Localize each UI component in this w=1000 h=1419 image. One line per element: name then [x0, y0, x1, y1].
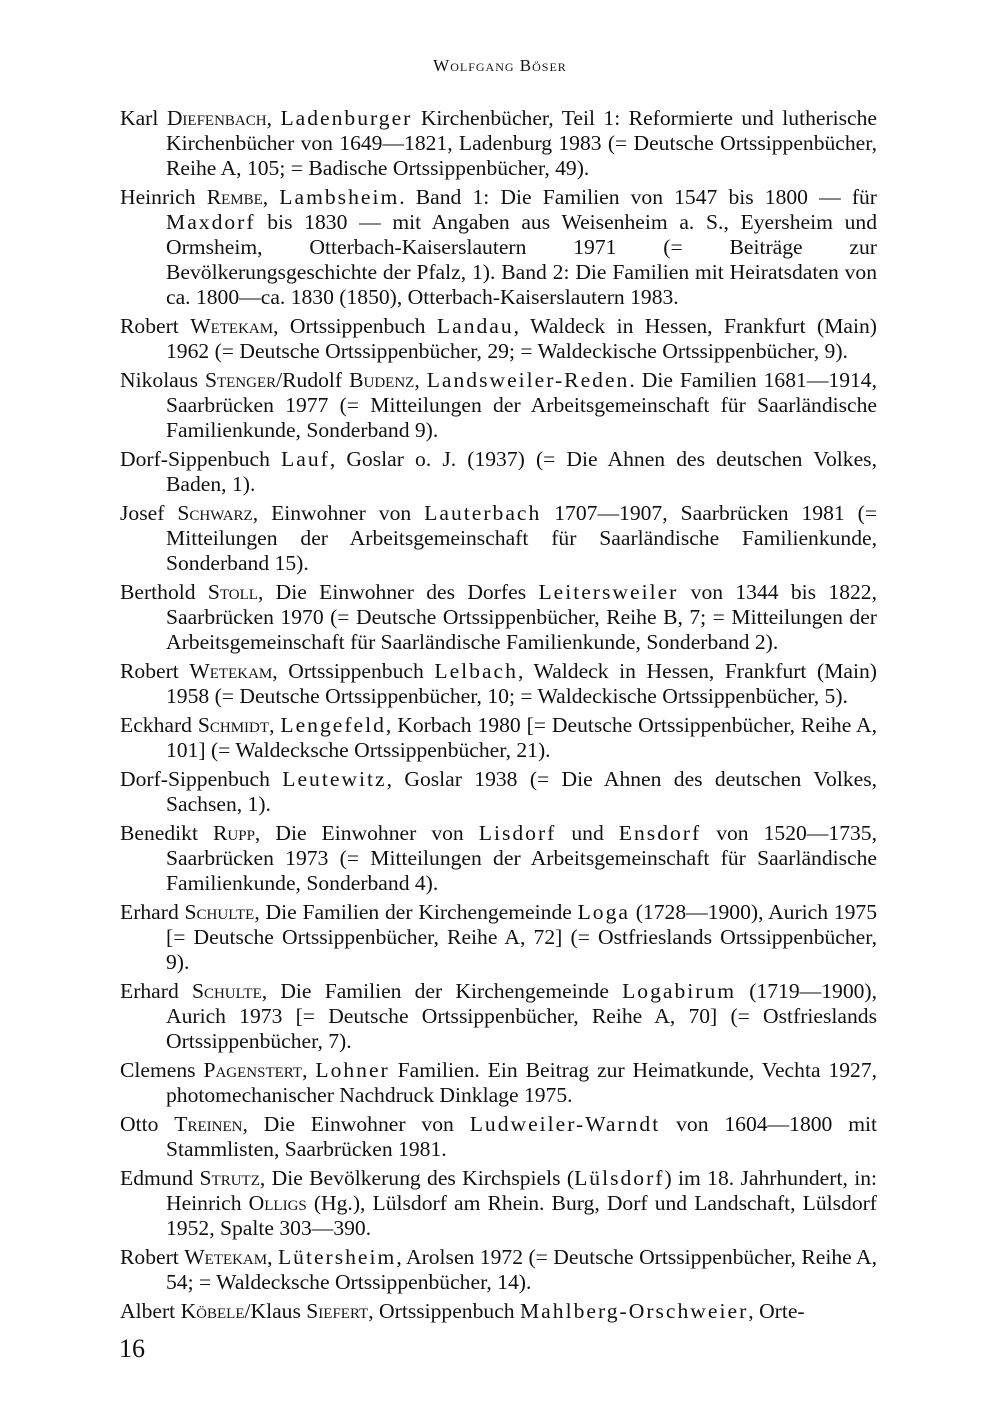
entry-text: , Goslar o. J. (1937) (= Die Ahnen des deutschen Volkes, Baden, 1).: [166, 447, 877, 496]
author-name: Rupp: [213, 821, 255, 845]
entry-text: Edmund: [120, 1166, 200, 1190]
entry-text: (1728—1900), Aurich 1975 [= Deutsche Ortssippenbücher, Reihe A, 72] (= Ostfrieslands Ortssippenbücher, 9).: [166, 900, 877, 974]
entry-text: , Arolsen 1972 (= Deutsche Ortssippenbücher, Reihe A, 54; = Waldecksche Ortssippenbücher, 14).: [166, 1245, 878, 1294]
entry-text: von 1520—1735, Saarbrücken 1973 (= Mitteilungen der Arbeitsgemeinschaft für Saarländische Familienkunde, Sonderband 4).: [166, 821, 877, 895]
place-name: Lohner: [315, 1058, 390, 1082]
bibliography-entry: [120, 501, 877, 576]
entry-text: ,: [302, 1058, 316, 1082]
entry-text: Erhard: [120, 979, 192, 1003]
page-number: 16: [119, 1334, 145, 1363]
entry-text: Erhard: [120, 900, 185, 924]
place-name: Mahlberg-Orschweier: [519, 1299, 749, 1323]
bibliography-entry: [120, 1299, 877, 1324]
running-head: Wolfgang Böser: [433, 56, 567, 75]
bibliography-entry: [120, 1112, 877, 1162]
place-name: Lauterbach: [424, 501, 542, 525]
entry-text: , Waldeck in Hessen, Frankfurt (Main) 1962 (= Deutsche Ortssippenbücher, 29; = Waldeckische Ortssippenbücher, 9).: [166, 314, 877, 363]
entry-text: Familien. Ein Beitrag zur Heimatkunde, Vechta 1927, photomechanischer Nachdruck Dinklage 1975.: [166, 1058, 878, 1107]
entry-text: 1707—1907, Saarbrücken 1981 (= Mitteilungen der Arbeitsgemeinschaft für Saarländische Familienkunde, Sonderband 15).: [166, 501, 878, 575]
bibliography-entry: [120, 1166, 877, 1241]
entry-text: (Hg.), Lülsdorf am Rhein. Burg, Dorf und Landschaft, Lülsdorf 1952, Spalte 303—390.: [166, 1191, 877, 1240]
place-name: Lülsdorf: [574, 1166, 665, 1190]
entry-text: von 1604—1800 mit Stammlisten, Saarbrücken 1981.: [166, 1112, 878, 1161]
entry-text: von 1344 bis 1822, Saarbrücken 1970 (= Deutsche Ortssippenbücher, Reihe B, 7; = Mitteilungen der Arbeitsgemeinschaft für Saarländische Familienkunde, Sonderband 2).: [166, 580, 877, 654]
bibliography-entry: [120, 821, 877, 896]
bibliography-entry: [120, 106, 877, 181]
place-name: Lengefeld: [280, 713, 386, 737]
place-name: Lütersheim: [277, 1245, 397, 1269]
entry-text: , Korbach 1980 [= Deutsche Ortssippenbücher, Reihe A, 101] (= Waldecksche Ortssippenbücher, 21).: [166, 713, 878, 762]
place-name: Logabirum: [622, 979, 737, 1003]
entry-text: Kirchenbücher, Teil 1: Reformierte und lutherische Kirchenbücher von 1649—1821, Ladenburg 1983 (= Deutsche Ortssippenbücher, Reihe A, 105; = Badische Ortssippenbücher, 49).: [166, 106, 878, 180]
place-name: Loga: [577, 900, 630, 924]
entry-text: Clemens: [120, 1058, 204, 1082]
place-name: Lauf: [281, 447, 330, 471]
entry-text: , Ortssippenbuch: [368, 1299, 520, 1323]
entry-text: ,: [269, 713, 281, 737]
entry-text: Otto: [120, 1112, 175, 1136]
entry-text: , Die Einwohner von: [254, 821, 479, 845]
author-name: Diefenbach: [166, 106, 267, 130]
author-name: Stenger: [204, 368, 277, 392]
place-name: Ladenburger: [280, 106, 413, 130]
entry-text: Albert: [120, 1299, 181, 1323]
entry-text: Josef: [120, 501, 178, 525]
author-name: Köbele: [180, 1299, 245, 1323]
place-name: Leitersweiler: [538, 580, 679, 604]
bibliography-entry: [120, 767, 877, 817]
entry-text: Heinrich: [120, 185, 207, 209]
entry-text: Robert: [120, 659, 190, 683]
entry-text: , Die Familien der Kirchengemeinde: [254, 900, 578, 924]
place-name: Lambsheim: [279, 185, 400, 209]
bibliography-list: [120, 106, 877, 1328]
entry-text: , Die Bevölkerung des Kirchspiels (: [259, 1166, 575, 1190]
entry-text: , Waldeck in Hessen, Frankfurt (Main) 1958 (= Deutsche Ortssippenbücher, 10; = Waldeckische Ortssippenbücher, 5).: [166, 659, 877, 708]
author-name: Schulte: [184, 900, 255, 924]
bibliography-entry: [120, 659, 877, 709]
bibliography-entry: [120, 979, 877, 1054]
entry-text: , Einwohner von: [252, 501, 425, 525]
place-name: Lisdorf: [478, 821, 557, 845]
entry-text: Karl: [120, 106, 167, 130]
entry-text: , Orte-: [748, 1299, 805, 1323]
bibliography-entry: [120, 713, 877, 763]
author-name: Olligs: [248, 1191, 307, 1215]
author-name: Pagenstert: [203, 1058, 303, 1082]
entry-text: , Ortssippenbuch: [273, 314, 437, 338]
entry-text: , Die Einwohner von: [242, 1112, 470, 1136]
entry-text: (1719—1900), Aurich 1973 [= Deutsche Ortssippenbücher, Reihe A, 70] (= Ostfrieslands Ortssippenbücher, 7).: [166, 979, 878, 1053]
bibliography-entry: [120, 1245, 877, 1295]
author-name: Stoll: [207, 580, 258, 604]
bibliography-entry: [120, 185, 877, 310]
author-name: Rembe: [206, 185, 263, 209]
author-name: Strutz: [199, 1166, 260, 1190]
entry-text: /Klaus: [244, 1299, 307, 1323]
author-name: Wetekam: [190, 314, 274, 338]
place-name: Ensdorf: [618, 821, 702, 845]
place-name: Landau: [436, 314, 514, 338]
entry-text: Dorf-Sippenbuch: [120, 447, 282, 471]
place-name: Ludweiler-Warndt: [469, 1112, 661, 1136]
bibliography-entry: [120, 314, 877, 364]
entry-text: Benedikt: [120, 821, 213, 845]
bibliography-entry: [120, 580, 877, 655]
entry-text: , Die Einwohner des Dorfes: [257, 580, 539, 604]
entry-text: Berthold: [120, 580, 208, 604]
entry-text: ,: [414, 368, 427, 392]
author-name: Schmidt: [197, 713, 270, 737]
entry-text: Nikolaus: [120, 368, 205, 392]
entry-text: . Die Familien 1681—1914, Saarbrücken 1977 (= Mitteilungen der Arbeitsgemeinschaft für Saarländische Familienkunde, Sonderband 9).: [166, 368, 877, 442]
entry-text: ,: [262, 185, 280, 209]
author-name: Wetekam: [189, 659, 273, 683]
place-name: Lelbach: [434, 659, 518, 683]
bibliography-entry: [120, 1058, 877, 1108]
entry-text: Eckhard: [120, 713, 198, 737]
entry-text: und: [556, 821, 619, 845]
author-name: Schulte: [191, 979, 262, 1003]
entry-text: , Ortssippenbuch: [272, 659, 435, 683]
author-name: Schwarz: [177, 501, 253, 525]
entry-text: ,: [266, 106, 281, 130]
bibliography-entry: [120, 368, 877, 443]
entry-text: bis 1830 — mit Angaben aus Weisenheim a. S., Eyersheim und Ormsheim, Otterbach-Kaiserslautern 1971 (= Beiträge zur Bevölkerungsgeschichte der Pfalz, 1). Band 2: Die Familien mit Heiratsdaten von ca. 1800—ca. 1830 (1850), Otterbach-Kaiserslautern 1983.: [166, 210, 877, 309]
entry-text: ,: [267, 1245, 278, 1269]
entry-text: , Die Familien der Kirchengemeinde: [261, 979, 623, 1003]
entry-text: Robert: [120, 314, 191, 338]
entry-text: /Rudolf: [276, 368, 350, 392]
entry-text: . Band 1: Die Familien von 1547 bis 1800 — für: [399, 185, 878, 209]
author-name: Siefert: [306, 1299, 369, 1323]
entry-text: Robert: [120, 1245, 185, 1269]
bibliography-entry: [120, 900, 877, 975]
entry-text: , Goslar 1938 (= Die Ahnen des deutschen Volkes, Sachsen, 1).: [166, 767, 878, 816]
entry-text: ) im 18. Jahrhundert, in: Heinrich: [166, 1166, 877, 1215]
place-name: Leutewitz: [282, 767, 387, 791]
author-name: Treinen: [174, 1112, 243, 1136]
author-name: Budenz: [349, 368, 415, 392]
place-name: Maxdorf: [166, 210, 256, 234]
place-name: Landsweiler-Reden: [426, 368, 630, 392]
author-name: Wetekam: [184, 1245, 268, 1269]
entry-text: Dorf-Sippenbuch: [120, 767, 283, 791]
bibliography-entry: [120, 447, 877, 497]
